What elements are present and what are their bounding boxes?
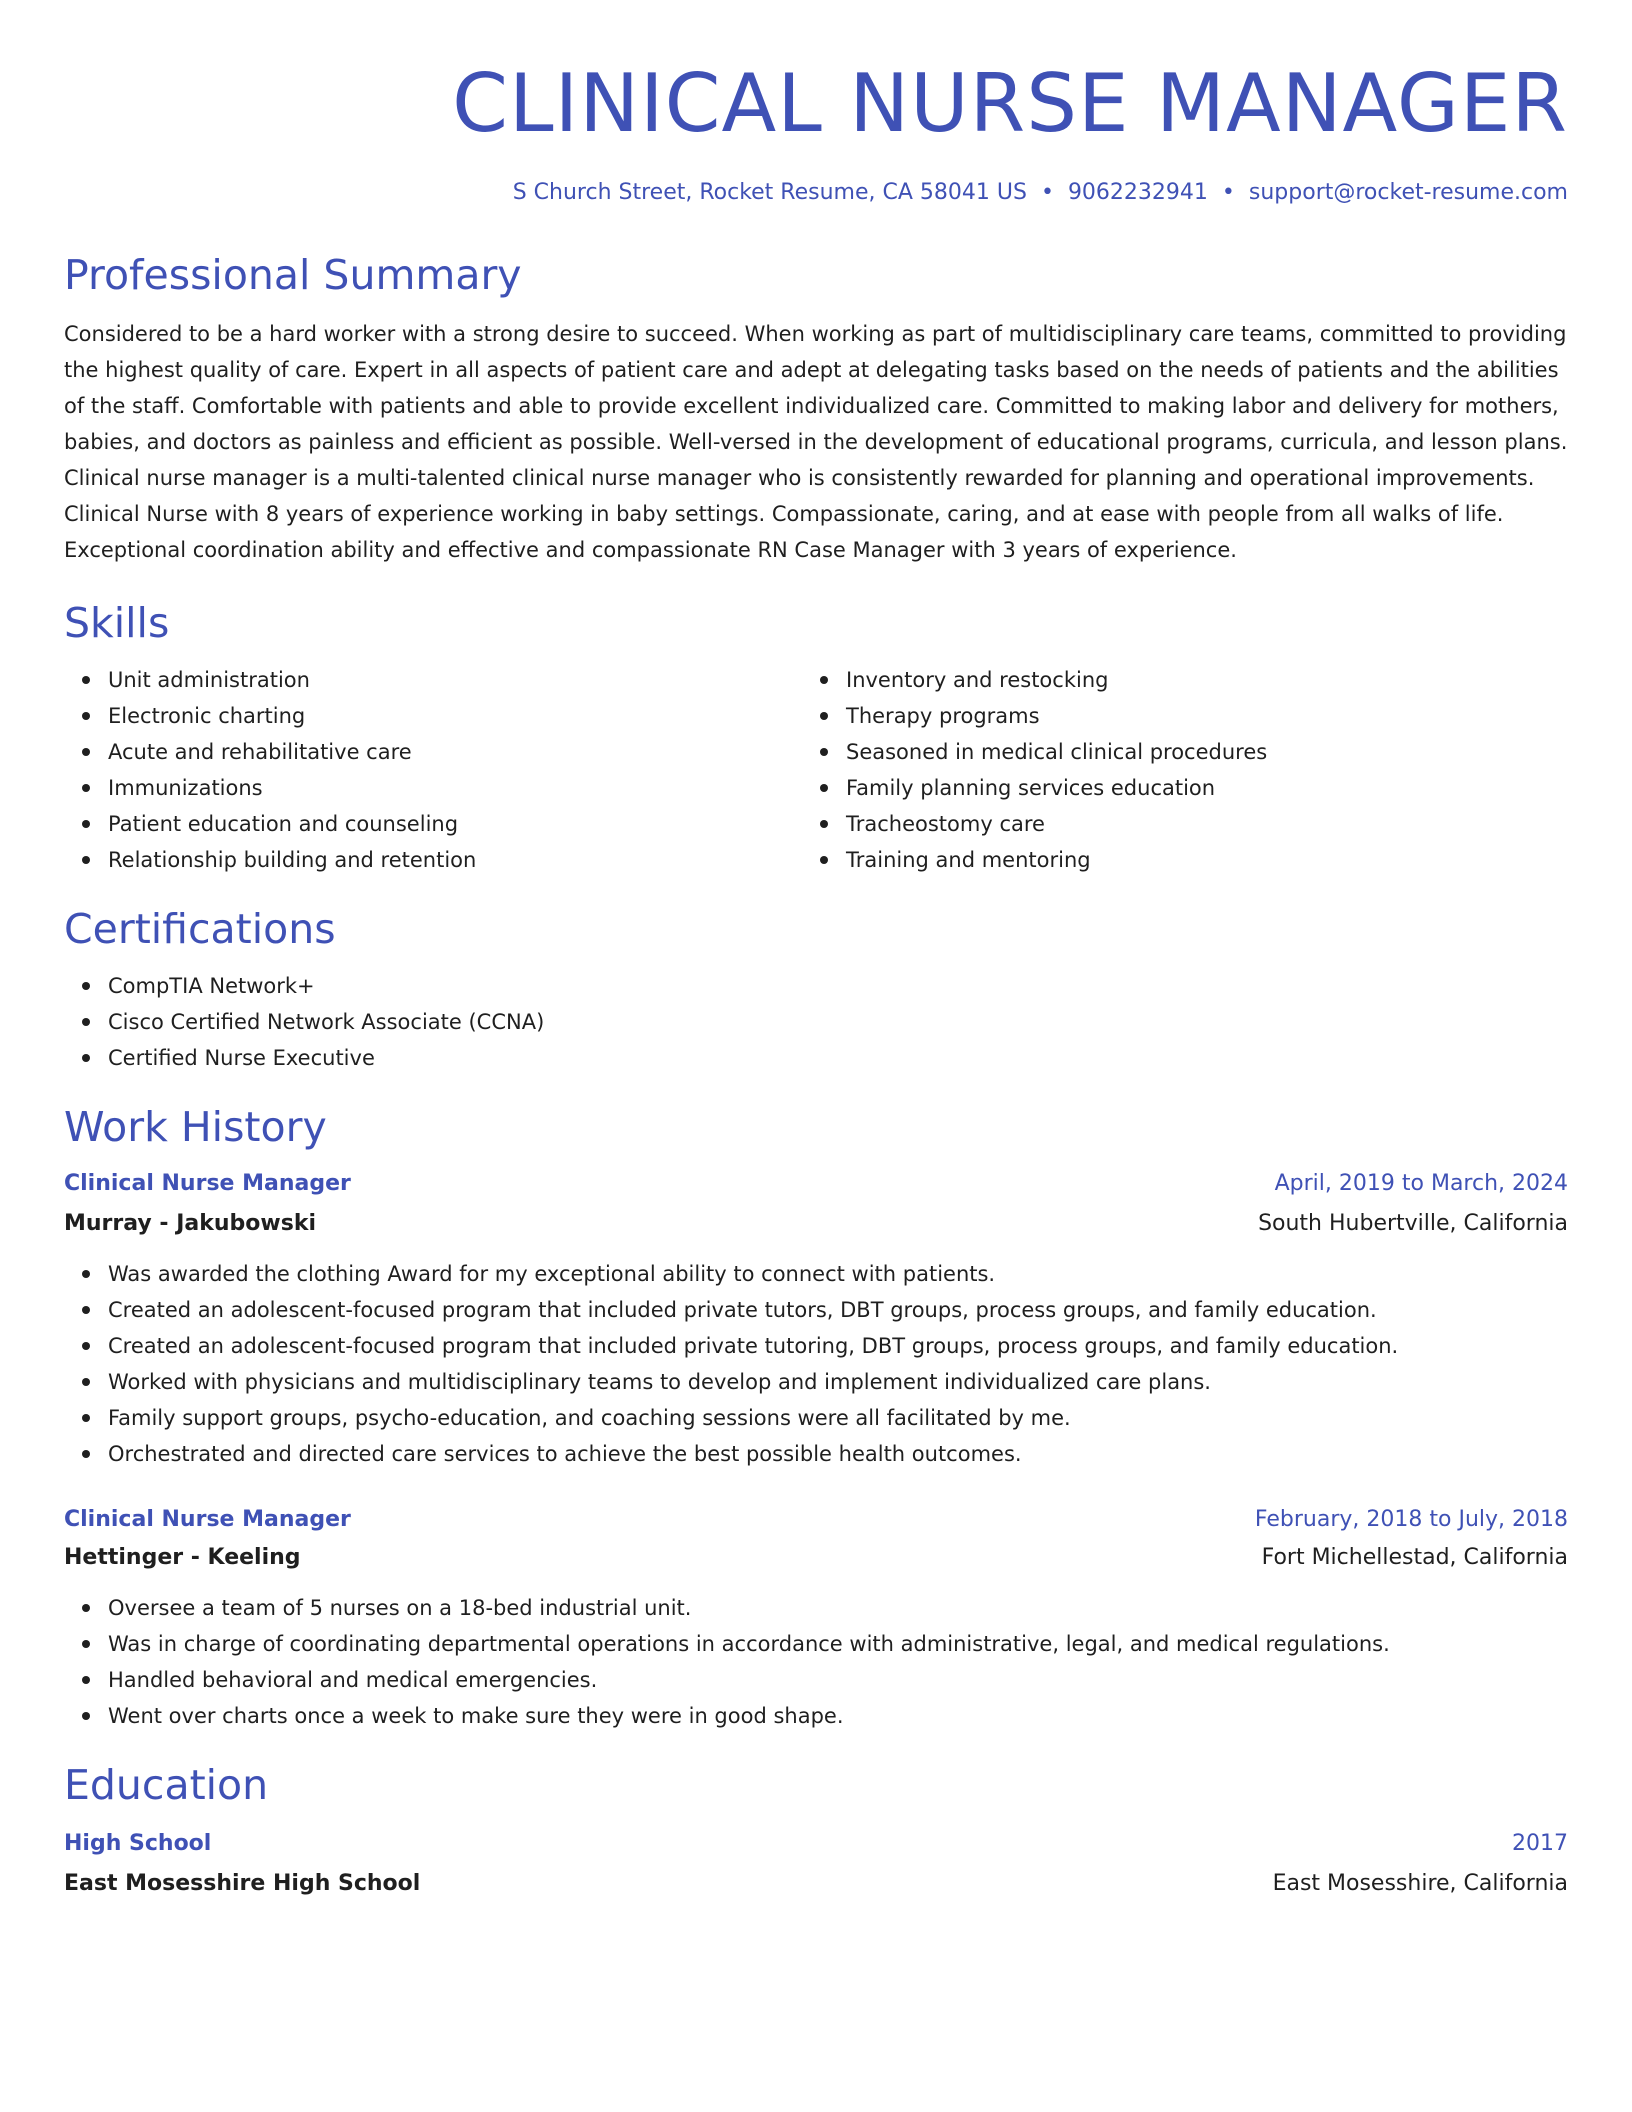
education-location: East Mosesshire, California bbox=[1272, 1871, 1568, 1896]
certification-item: Cisco Certified Network Associate (CCNA) bbox=[108, 1004, 1568, 1040]
skill-item: Therapy programs bbox=[846, 698, 1540, 734]
job-bullet: Was in charge of coordinating departmental operations in accordance with administrative, legal, and medical regulations. bbox=[108, 1626, 1568, 1662]
summary-heading: Professional Summary bbox=[64, 251, 522, 299]
skill-item: Electronic charting bbox=[108, 698, 802, 734]
certifications-section bbox=[64, 904, 1568, 1076]
contact-address: S Church Street, Rocket Resume, CA 58041 US bbox=[512, 180, 1027, 205]
education-header bbox=[64, 1826, 1568, 1862]
skill-item: Training and mentoring bbox=[846, 842, 1540, 878]
job-bullet: Handled behavioral and medical emergencies. bbox=[108, 1662, 1568, 1698]
candidate-title: CLINICAL NURSE MANAGER bbox=[452, 57, 1568, 150]
job-header bbox=[64, 1502, 1568, 1538]
education-degree: High School bbox=[64, 1831, 212, 1856]
job-entry bbox=[64, 1502, 1568, 1734]
job-bullet: Family support groups, psycho-education, and coaching sessions were all facilitated by me. bbox=[108, 1400, 1568, 1436]
job-bullet: Went over charts once a week to make sure they were in good shape. bbox=[108, 1698, 1568, 1734]
summary-section bbox=[64, 250, 1568, 568]
job-title: Clinical Nurse Manager bbox=[64, 1171, 351, 1196]
skill-item: Relationship building and retention bbox=[108, 842, 802, 878]
work-history-heading: Work History bbox=[64, 1103, 327, 1151]
job-bullet: Worked with physicians and multidisciplinary teams to develop and implement individualized care plans. bbox=[108, 1364, 1568, 1400]
job-title: Clinical Nurse Manager bbox=[64, 1507, 351, 1532]
job-bullet: Oversee a team of 5 nurses on a 18-bed industrial unit. bbox=[108, 1590, 1568, 1626]
education-school: East Mosesshire High School bbox=[64, 1871, 421, 1896]
contact-separator: • bbox=[1040, 180, 1054, 205]
summary-text: Considered to be a hard worker with a strong desire to succeed. When working as part of multidisciplinary care teams, committed to providing the highest quality of care. Expert in all aspects of patient care and adept at delegating tasks based on the needs of patients and the abilities of the staff. Comfortable with patients and able to provide excellent individualized care. Committed to making labor and delivery for mothers, babies, and doctors as painless and efficient as possible. Well-versed in the development of educational programs, curricula, and lesson plans. Clinical nurse manager is a multi-talented clinical nurse manager who is consistently rewarded for planning and operational improvements. Clinical Nurse with 8 years of experience working in baby settings. Compassionate, caring, and at ease with people from all walks of life. Exceptional coordination ability and effective and compassionate RN Case Manager with 3 years of experience. bbox=[64, 322, 1568, 562]
job-bullet: Created an adolescent-focused program that included private tutors, DBT groups, process groups, and family education. bbox=[108, 1292, 1568, 1328]
certification-item: CompTIA Network+ bbox=[108, 968, 1568, 1004]
job-company: Murray - Jakubowski bbox=[64, 1211, 316, 1236]
job-entry bbox=[64, 1166, 1568, 1472]
skills-column-right bbox=[802, 662, 1540, 878]
job-dates: February, 2018 to July, 2018 bbox=[1254, 1507, 1568, 1532]
contact-line bbox=[64, 178, 1568, 208]
skills-heading: Skills bbox=[64, 599, 170, 647]
job-location: Fort Michellestad, California bbox=[1261, 1545, 1568, 1570]
contact-phone: 9062232941 bbox=[1067, 180, 1208, 205]
certifications-heading: Certifications bbox=[64, 905, 336, 953]
skills-column-left bbox=[64, 662, 802, 878]
skill-item: Patient education and counseling bbox=[108, 806, 802, 842]
education-subheader bbox=[64, 1866, 1568, 1902]
job-subheader bbox=[64, 1540, 1568, 1576]
contact-email: support@rocket-resume.com bbox=[1248, 180, 1568, 205]
contact-separator: • bbox=[1221, 180, 1235, 205]
job-company: Hettinger - Keeling bbox=[64, 1545, 301, 1570]
skills-grid bbox=[64, 662, 1568, 878]
skill-item: Tracheostomy care bbox=[846, 806, 1540, 842]
education-year: 2017 bbox=[1512, 1831, 1568, 1856]
job-header bbox=[64, 1166, 1568, 1202]
skill-item: Acute and rehabilitative care bbox=[108, 734, 802, 770]
job-bullet: Created an adolescent-focused program that included private tutoring, DBT groups, process groups, and family education. bbox=[108, 1328, 1568, 1364]
skills-section bbox=[64, 598, 1568, 878]
skill-item: Family planning services education bbox=[846, 770, 1540, 806]
skill-item: Seasoned in medical clinical procedures bbox=[846, 734, 1540, 770]
work-history-section bbox=[64, 1102, 1568, 1734]
job-bullet: Orchestrated and directed care services to achieve the best possible health outcomes. bbox=[108, 1436, 1568, 1472]
skill-item: Unit administration bbox=[108, 662, 802, 698]
job-dates: April, 2019 to March, 2024 bbox=[1274, 1171, 1568, 1196]
certification-item: Certified Nurse Executive bbox=[108, 1040, 1568, 1076]
skill-item: Immunizations bbox=[108, 770, 802, 806]
job-bullet: Was awarded the clothing Award for my exceptional ability to connect with patients. bbox=[108, 1256, 1568, 1292]
education-section bbox=[64, 1760, 1568, 1902]
education-heading: Education bbox=[64, 1761, 269, 1809]
job-location: South Hubertville, California bbox=[1258, 1211, 1568, 1236]
job-subheader bbox=[64, 1206, 1568, 1242]
skill-item: Inventory and restocking bbox=[846, 662, 1540, 698]
